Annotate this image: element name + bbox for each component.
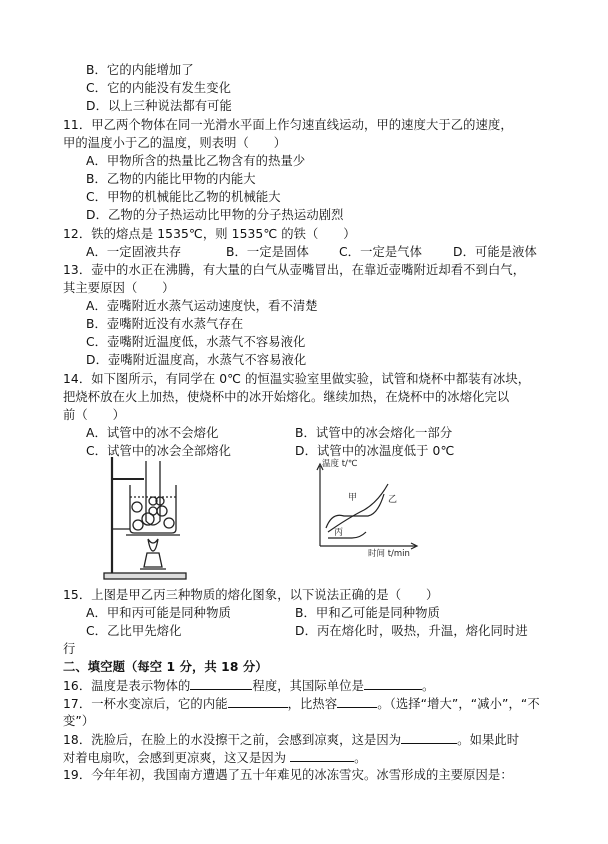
q10-option-d: D．以上三种说法都有可能 bbox=[86, 99, 232, 113]
q12-option-c: C．一定是气体 bbox=[339, 245, 423, 259]
q18-blank-1[interactable] bbox=[401, 731, 457, 744]
q15-option-a: A．甲和丙可能是同种物质 bbox=[86, 606, 231, 620]
q16-blank-1[interactable] bbox=[190, 677, 252, 690]
q18-line2 bbox=[63, 749, 367, 766]
q15-stem: 15．上图是甲乙丙三种物质的熔化图象，以下说法正确的是（ ） bbox=[63, 588, 439, 602]
graph-label-jia: 甲 bbox=[348, 493, 358, 503]
q18-text-4: 。 bbox=[354, 751, 367, 765]
q16-text-2: 程度，其国际单位是 bbox=[252, 679, 364, 693]
q18-blank-2[interactable] bbox=[290, 749, 354, 762]
q11-option-d: D．乙物的分子热运动比甲物的分子热运动剧烈 bbox=[86, 208, 344, 222]
melting-graph bbox=[308, 458, 423, 558]
q15-option-b: B．甲和乙可能是同种物质 bbox=[295, 606, 440, 620]
q12-option-d: D．可能是液体 bbox=[453, 245, 537, 259]
q15-option-c: C．乙比甲先熔化 bbox=[86, 624, 182, 638]
q11-option-b: B．乙物的内能比甲物的内能大 bbox=[86, 172, 256, 186]
q17-line2: 变”） bbox=[63, 714, 95, 728]
q10-option-c: C．它的内能没有发生变化 bbox=[86, 81, 232, 95]
curve-yi bbox=[328, 484, 388, 532]
q18-text-2: 。如果此时 bbox=[457, 733, 520, 747]
q14-option-b: B．试管中的冰会熔化一部分 bbox=[295, 426, 453, 440]
graph-label-yi: 乙 bbox=[388, 495, 398, 505]
q16-text-1: 16．温度是表示物体的 bbox=[63, 679, 191, 693]
q12-option-a: A．一定固液共存 bbox=[86, 245, 182, 259]
q12-stem: 12．铁的熔点是 1535℃，则 1535℃ 的铁（ ） bbox=[63, 227, 356, 241]
q15-option-d-line2: 行 bbox=[63, 642, 76, 656]
q13-stem-line2: 其主要原因（ ） bbox=[63, 281, 175, 295]
q13-option-a: A．壶嘴附近水蒸气运动速度快，看不清楚 bbox=[86, 299, 318, 313]
q18-text-3: 对着电扇吹，会感到更凉爽，这又是因为 bbox=[63, 751, 287, 765]
q14-option-d: D．试管中的冰温度低于 0℃ bbox=[295, 444, 455, 458]
apparatus-figure bbox=[100, 455, 192, 583]
q12-option-b: B．一定是固体 bbox=[226, 245, 309, 259]
q17-text-3: 。（选择“增大”，“减小”，“不 bbox=[377, 697, 540, 711]
q16-text-3: 。 bbox=[422, 679, 435, 693]
q17-text-1: 17．一杯水变凉后，它的内能 bbox=[63, 697, 228, 711]
q14-stem-line3: 前（ ） bbox=[63, 408, 125, 422]
q13-option-b: B．壶嘴附近没有水蒸气存在 bbox=[86, 317, 244, 331]
q14-option-a: A．试管中的冰不会熔化 bbox=[86, 426, 219, 440]
q11-stem-line1: 11．甲乙两个物体在同一光滑水平面上作匀速直线运动，甲的速度大于乙的速度， bbox=[63, 118, 513, 132]
q16-blank-2[interactable] bbox=[364, 677, 422, 690]
q11-stem-line2: 甲的温度小于乙的温度，则表明（ ） bbox=[63, 136, 287, 150]
q13-option-c: C．壶嘴附近温度低，水蒸气不容易液化 bbox=[86, 335, 306, 349]
q18-text-1: 18．洗脸后，在脸上的水没擦干之前，会感到凉爽，这是因为 bbox=[63, 733, 402, 747]
q13-option-d: D．壶嘴附近温度高，水蒸气不容易液化 bbox=[86, 353, 307, 367]
q17-blank-2[interactable] bbox=[337, 695, 377, 708]
q10-option-b: B．它的内能增加了 bbox=[86, 63, 194, 77]
section-2-heading: 二、填空题（每空 1 分，共 18 分） bbox=[63, 660, 268, 674]
graph-label-bing: 丙 bbox=[334, 528, 344, 538]
q17-line bbox=[63, 695, 540, 712]
q11-option-a: A．甲物所含的热量比乙物含有的热量少 bbox=[86, 154, 306, 168]
q16-line bbox=[63, 677, 434, 694]
q17-blank-1[interactable] bbox=[228, 695, 288, 708]
q14-stem-line2: 把烧杯放在火上加热，使烧杯中的冰开始熔化。继续加热，在烧杯中的冰熔化完以 bbox=[63, 390, 510, 404]
graph-xlabel: 时间 t/min bbox=[368, 549, 410, 558]
q19-line: 19．今年年初，我国南方遭遇了五十年难见的冰冻雪灾。冰雪形成的主要原因是： bbox=[63, 768, 513, 782]
q18-line1 bbox=[63, 731, 519, 748]
q13-stem-line1: 13．壶中的水正在沸腾，有大量的白气从壶嘴冒出，在靠近壶嘴附近却看不到白气， bbox=[63, 263, 526, 277]
q14-stem-line1: 14．如下图所示，有同学在 0℃ 的恒温实验室里做实验，试管和烧杯中都装有冰块， bbox=[63, 372, 531, 386]
q11-option-c: C．甲物的机械能比乙物的机械能大 bbox=[86, 190, 281, 204]
q17-text-2: ，比热容 bbox=[287, 697, 338, 711]
q15-option-d-line1: D．丙在熔化时，吸热，升温，熔化同时进 bbox=[295, 624, 528, 638]
q14-option-c: C．试管中的冰会全部熔化 bbox=[86, 444, 232, 458]
graph-ylabel: 温度 t/℃ bbox=[322, 459, 358, 469]
